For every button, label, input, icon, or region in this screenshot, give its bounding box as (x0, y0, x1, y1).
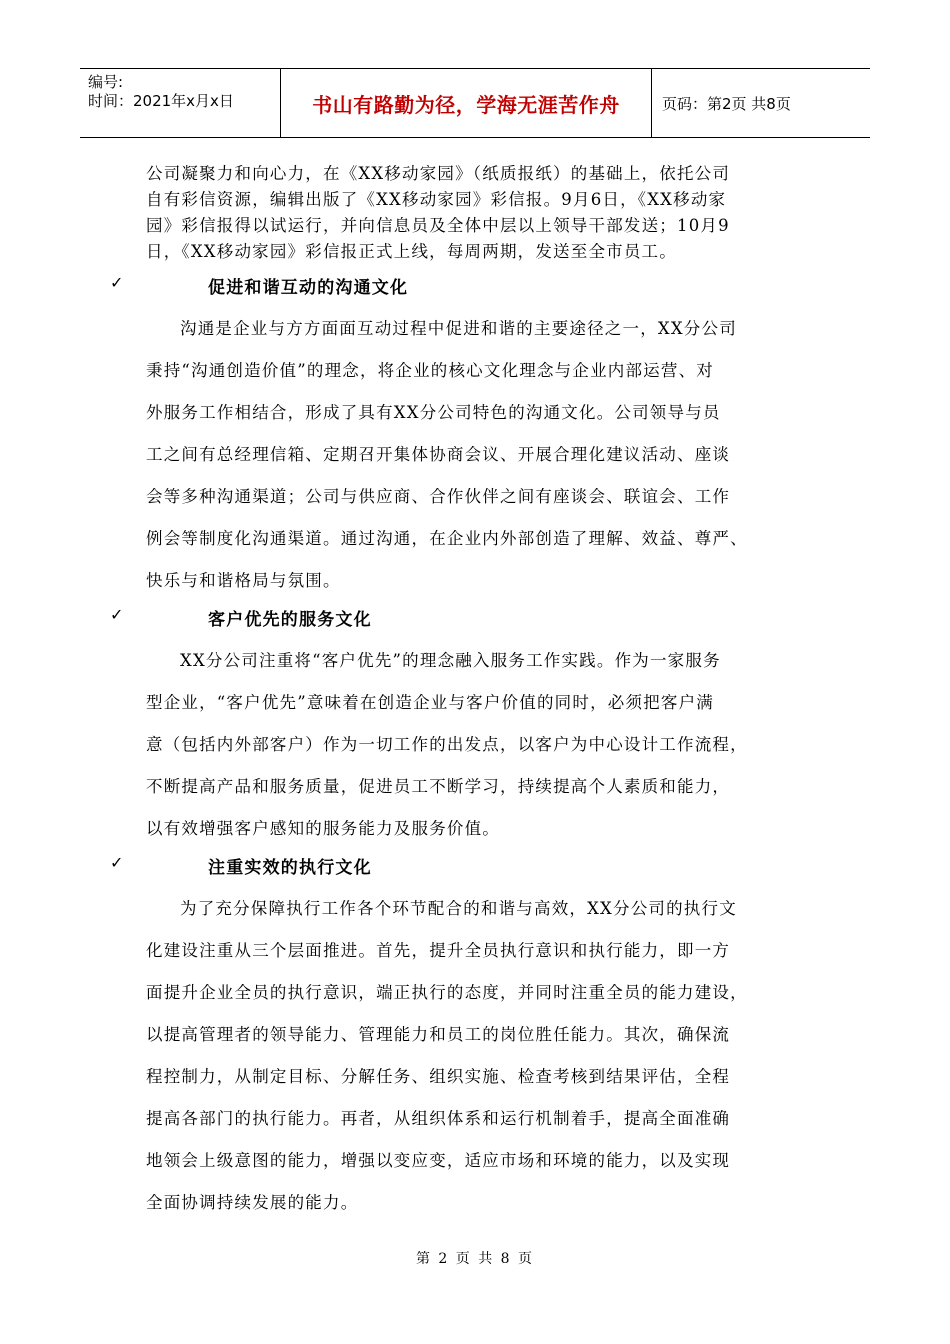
paragraph-line: XX分公司注重将“客户优先”的理念融入服务工作实践。作为一家服务 (180, 651, 721, 670)
header-table (80, 68, 870, 138)
paragraph-line: 会等多种沟通渠道；公司与供应商、合作伙伴之间有座谈会、联谊会、工作 (146, 487, 731, 506)
paragraph-line: 快乐与和谐格局与氛围。 (146, 571, 341, 590)
paragraph-line: 以有效增强客户感知的服务能力及服务价值。 (146, 819, 500, 838)
section-heading: 注重实效的执行文化 (208, 858, 372, 878)
page-footer: 第 2 页 共 8 页 (415, 1251, 535, 1267)
paragraph-line: 自有彩信资源，编辑出版了《XX移动家园》彩信报。9月6日，《XX移动家 (146, 190, 727, 209)
document-number-label: 编号: (88, 73, 124, 91)
header-page-info: 页码：第2页 共8页 (662, 94, 791, 113)
paragraph-line: 沟通是企业与方方面面互动过程中促进和谐的主要途径之一，XX分公司 (180, 319, 737, 338)
paragraph-line: 日，《XX移动家园》彩信报正式上线，每周两期，发送至全市员工。 (146, 242, 677, 261)
paragraph-line: 全面协调持续发展的能力。 (146, 1193, 359, 1212)
document-time-label: 时间：2021年x月x日 (88, 92, 234, 110)
paragraph-line: 以提高管理者的领导能力、管理能力和员工的岗位胜任能力。其次，确保流 (146, 1025, 731, 1044)
paragraph-line: 意（包括内外部客户）作为一切工作的出发点，以客户为中心设计工作流程， (146, 735, 748, 754)
paragraph-line: 例会等制度化沟通渠道。通过沟通，在企业内外部创造了理解、效益、尊严、 (146, 529, 748, 548)
paragraph-line: 程控制力，从制定目标、分解任务、组织实施、检查考核到结果评估，全程 (146, 1067, 731, 1086)
header-left-cell (80, 69, 280, 137)
section-heading: 客户优先的服务文化 (208, 610, 372, 630)
paragraph-line: 园》彩信报得以试运行，并向信息员及全体中层以上领导干部发送；10月9 (146, 216, 730, 235)
checkmark-icon: ✓ (110, 853, 124, 872)
section-heading: 促进和谐互动的沟通文化 (208, 278, 409, 298)
header-motto: 书山有路勤为径，学海无涯苦作舟 (280, 69, 652, 137)
paragraph-line: 型企业，“客户优先”意味着在创造企业与客户价值的同时，必须把客户满 (146, 693, 714, 712)
paragraph-line: 公司凝聚力和向心力，在《XX移动家园》（纸质报纸）的基础上，依托公司 (146, 164, 731, 183)
checkmark-icon: ✓ (110, 273, 124, 292)
paragraph-line: 化建设注重从三个层面推进。首先，提升全员执行意识和执行能力，即一方 (146, 941, 731, 960)
paragraph-line: 面提升企业全员的执行意识，端正执行的态度，并同时注重全员的能力建设， (146, 983, 748, 1002)
paragraph-line: 地领会上级意图的能力，增强以变应变，适应市场和环境的能力，以及实现 (146, 1151, 731, 1170)
checkmark-icon: ✓ (110, 605, 124, 624)
paragraph-line: 不断提高产品和服务质量，促进员工不断学习，持续提高个人素质和能力， (146, 777, 731, 796)
paragraph-line: 提高各部门的执行能力。再者，从组织体系和运行机制着手，提高全面准确 (146, 1109, 731, 1128)
paragraph-line: 工之间有总经理信箱、定期召开集体协商会议、开展合理化建议活动、座谈 (146, 445, 731, 464)
paragraph-line: 为了充分保障执行工作各个环节配合的和谐与高效，XX分公司的执行文 (180, 899, 737, 918)
paragraph-line: 外服务工作相结合，形成了具有XX分公司特色的沟通文化。公司领导与员 (146, 403, 721, 422)
paragraph-line: 秉持“沟通创造价值”的理念，将企业的核心文化理念与企业内部运营、对 (146, 361, 714, 380)
